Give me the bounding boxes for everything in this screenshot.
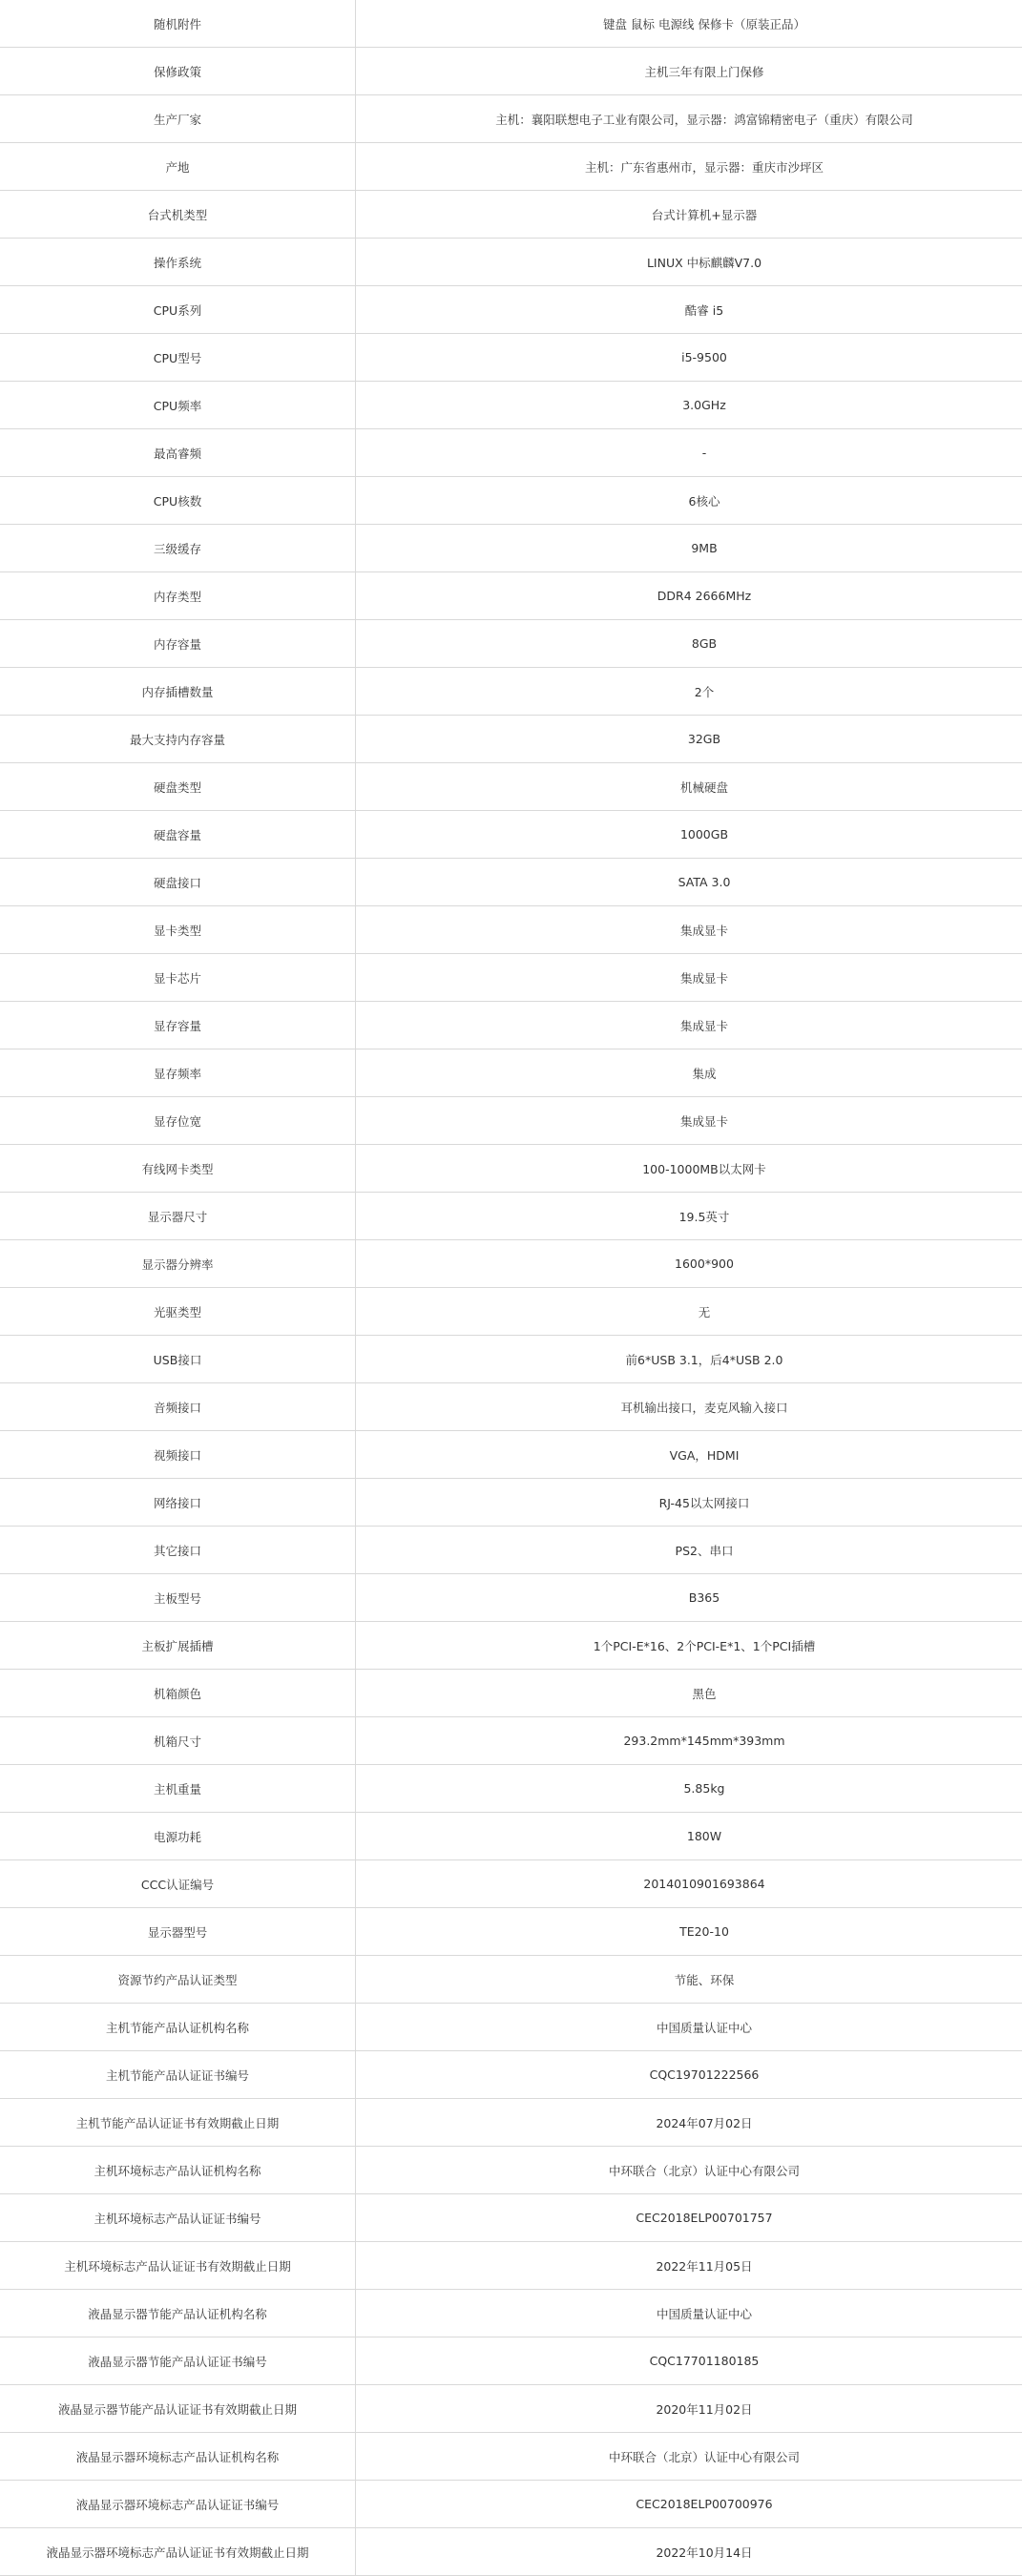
spec-label: 产地	[0, 143, 356, 191]
spec-row	[0, 0, 1022, 48]
spec-label: 其它接口	[0, 1527, 356, 1574]
spec-row	[0, 1097, 1022, 1145]
spec-value: CQC19701222566	[356, 2051, 1022, 2099]
spec-row	[0, 1622, 1022, 1670]
spec-row	[0, 2481, 1022, 2528]
spec-value: -	[356, 429, 1022, 477]
spec-row	[0, 1670, 1022, 1717]
spec-value: 2024年07月02日	[356, 2099, 1022, 2147]
spec-row	[0, 382, 1022, 429]
spec-value: 前6*USB 3.1，后4*USB 2.0	[356, 1336, 1022, 1383]
spec-label: 液晶显示器环境标志产品认证证书编号	[0, 2481, 356, 2528]
spec-label: 音频接口	[0, 1383, 356, 1431]
spec-row	[0, 859, 1022, 906]
spec-row	[0, 1860, 1022, 1908]
spec-row	[0, 2004, 1022, 2051]
spec-value: CEC2018ELP00700976	[356, 2481, 1022, 2528]
spec-row	[0, 525, 1022, 572]
spec-row	[0, 763, 1022, 811]
spec-row	[0, 2528, 1022, 2576]
spec-value: 293.2mm*145mm*393mm	[356, 1717, 1022, 1765]
spec-row	[0, 954, 1022, 1002]
spec-row	[0, 668, 1022, 716]
spec-label: 显存频率	[0, 1049, 356, 1097]
spec-label: 台式机类型	[0, 191, 356, 239]
spec-value: CQC17701180185	[356, 2337, 1022, 2385]
spec-value: 集成显卡	[356, 906, 1022, 954]
spec-label: USB接口	[0, 1336, 356, 1383]
spec-row	[0, 1574, 1022, 1622]
spec-value: 100-1000MB以太网卡	[356, 1145, 1022, 1193]
spec-value: TE20-10	[356, 1908, 1022, 1956]
spec-value: LINUX 中标麒麟V7.0	[356, 239, 1022, 286]
spec-value: 集成显卡	[356, 1097, 1022, 1145]
spec-value: 台式计算机+显示器	[356, 191, 1022, 239]
spec-label: 主机环境标志产品认证证书编号	[0, 2194, 356, 2242]
spec-label: 视频接口	[0, 1431, 356, 1479]
spec-label: 三级缓存	[0, 525, 356, 572]
spec-value: 集成显卡	[356, 1002, 1022, 1049]
spec-label: 网络接口	[0, 1479, 356, 1527]
spec-row	[0, 1336, 1022, 1383]
spec-label: 保修政策	[0, 48, 356, 95]
spec-value: 2022年10月14日	[356, 2528, 1022, 2576]
spec-value: 中国质量认证中心	[356, 2290, 1022, 2337]
spec-label: 主机重量	[0, 1765, 356, 1813]
spec-row	[0, 1479, 1022, 1527]
spec-row	[0, 191, 1022, 239]
spec-label: CPU频率	[0, 382, 356, 429]
spec-row	[0, 2099, 1022, 2147]
spec-label: 显存位宽	[0, 1097, 356, 1145]
spec-label: 生产厂家	[0, 95, 356, 143]
spec-row	[0, 95, 1022, 143]
spec-row	[0, 2194, 1022, 2242]
spec-row	[0, 429, 1022, 477]
spec-row	[0, 1431, 1022, 1479]
spec-label: 显卡芯片	[0, 954, 356, 1002]
spec-label: CPU型号	[0, 334, 356, 382]
spec-value: 19.5英寸	[356, 1193, 1022, 1240]
spec-value: PS2、串口	[356, 1527, 1022, 1574]
spec-value: 节能、环保	[356, 1956, 1022, 2004]
spec-row	[0, 811, 1022, 859]
spec-label: 主机环境标志产品认证机构名称	[0, 2147, 356, 2194]
spec-value: 3.0GHz	[356, 382, 1022, 429]
spec-label: CCC认证编号	[0, 1860, 356, 1908]
spec-label: 有线网卡类型	[0, 1145, 356, 1193]
spec-value: 2个	[356, 668, 1022, 716]
spec-label: 最高睿频	[0, 429, 356, 477]
spec-value: CEC2018ELP00701757	[356, 2194, 1022, 2242]
spec-label: 最大支持内存容量	[0, 716, 356, 763]
spec-value: 2014010901693864	[356, 1860, 1022, 1908]
spec-row	[0, 620, 1022, 668]
spec-value: 中国质量认证中心	[356, 2004, 1022, 2051]
spec-value: B365	[356, 1574, 1022, 1622]
spec-label: CPU核数	[0, 477, 356, 525]
spec-value: 6核心	[356, 477, 1022, 525]
spec-row	[0, 334, 1022, 382]
spec-value: 集成显卡	[356, 954, 1022, 1002]
spec-row	[0, 143, 1022, 191]
spec-label: 电源功耗	[0, 1813, 356, 1860]
spec-value: 1个PCI-E*16、2个PCI-E*1、1个PCI插槽	[356, 1622, 1022, 1670]
spec-row	[0, 1813, 1022, 1860]
spec-row	[0, 1765, 1022, 1813]
spec-label: 液晶显示器环境标志产品认证证书有效期截止日期	[0, 2528, 356, 2576]
spec-label: 主机环境标志产品认证证书有效期截止日期	[0, 2242, 356, 2290]
spec-value: 1000GB	[356, 811, 1022, 859]
spec-value: 5.85kg	[356, 1765, 1022, 1813]
spec-label: 显示器尺寸	[0, 1193, 356, 1240]
spec-row	[0, 1908, 1022, 1956]
spec-value: 2020年11月02日	[356, 2385, 1022, 2433]
spec-row	[0, 1288, 1022, 1336]
spec-value: 中环联合（北京）认证中心有限公司	[356, 2147, 1022, 2194]
spec-value: VGA，HDMI	[356, 1431, 1022, 1479]
spec-label: 内存容量	[0, 620, 356, 668]
spec-value: DDR4 2666MHz	[356, 572, 1022, 620]
spec-row	[0, 2242, 1022, 2290]
spec-row	[0, 2337, 1022, 2385]
spec-value: SATA 3.0	[356, 859, 1022, 906]
spec-row	[0, 2290, 1022, 2337]
spec-value: 主机：广东省惠州市，显示器：重庆市沙坪区	[356, 143, 1022, 191]
spec-value: RJ-45以太网接口	[356, 1479, 1022, 1527]
spec-label: 光驱类型	[0, 1288, 356, 1336]
spec-value: 1600*900	[356, 1240, 1022, 1288]
spec-label: 操作系统	[0, 239, 356, 286]
spec-label: 显卡类型	[0, 906, 356, 954]
spec-label: 主板扩展插槽	[0, 1622, 356, 1670]
spec-row	[0, 1527, 1022, 1574]
spec-value: 酷睿 i5	[356, 286, 1022, 334]
spec-label: 硬盘类型	[0, 763, 356, 811]
spec-label: 资源节约产品认证类型	[0, 1956, 356, 2004]
spec-label: CPU系列	[0, 286, 356, 334]
spec-value: 耳机输出接口，麦克风输入接口	[356, 1383, 1022, 1431]
spec-value: 无	[356, 1288, 1022, 1336]
spec-row	[0, 1717, 1022, 1765]
spec-row	[0, 239, 1022, 286]
spec-label: 硬盘容量	[0, 811, 356, 859]
spec-value: 2022年11月05日	[356, 2242, 1022, 2290]
spec-row	[0, 572, 1022, 620]
spec-label: 显存容量	[0, 1002, 356, 1049]
spec-row	[0, 2147, 1022, 2194]
spec-row	[0, 1193, 1022, 1240]
spec-label: 液晶显示器节能产品认证机构名称	[0, 2290, 356, 2337]
spec-label: 主机节能产品认证证书有效期截止日期	[0, 2099, 356, 2147]
spec-label: 机箱颜色	[0, 1670, 356, 1717]
spec-value: 黑色	[356, 1670, 1022, 1717]
spec-value: 8GB	[356, 620, 1022, 668]
spec-row	[0, 1240, 1022, 1288]
spec-row	[0, 1049, 1022, 1097]
spec-row	[0, 2433, 1022, 2481]
spec-label: 内存类型	[0, 572, 356, 620]
spec-row	[0, 1002, 1022, 1049]
spec-row	[0, 2051, 1022, 2099]
spec-row	[0, 716, 1022, 763]
spec-value: 主机：襄阳联想电子工业有限公司，显示器：鸿富锦精密电子（重庆）有限公司	[356, 95, 1022, 143]
spec-label: 显示器型号	[0, 1908, 356, 1956]
spec-value: 集成	[356, 1049, 1022, 1097]
spec-label: 随机附件	[0, 0, 356, 48]
spec-label: 硬盘接口	[0, 859, 356, 906]
spec-value: i5-9500	[356, 334, 1022, 382]
spec-label: 显示器分辨率	[0, 1240, 356, 1288]
spec-row	[0, 2385, 1022, 2433]
spec-row	[0, 906, 1022, 954]
spec-value: 180W	[356, 1813, 1022, 1860]
spec-value: 32GB	[356, 716, 1022, 763]
spec-value: 机械硬盘	[356, 763, 1022, 811]
spec-label: 内存插槽数量	[0, 668, 356, 716]
spec-value: 主机三年有限上门保修	[356, 48, 1022, 95]
spec-label: 主机节能产品认证证书编号	[0, 2051, 356, 2099]
spec-row	[0, 477, 1022, 525]
spec-row	[0, 48, 1022, 95]
spec-label: 机箱尺寸	[0, 1717, 356, 1765]
spec-row	[0, 1383, 1022, 1431]
spec-label: 液晶显示器节能产品认证证书编号	[0, 2337, 356, 2385]
spec-row	[0, 1145, 1022, 1193]
spec-value: 9MB	[356, 525, 1022, 572]
spec-row	[0, 286, 1022, 334]
spec-label: 主板型号	[0, 1574, 356, 1622]
spec-label: 液晶显示器节能产品认证证书有效期截止日期	[0, 2385, 356, 2433]
spec-value: 中环联合（北京）认证中心有限公司	[356, 2433, 1022, 2481]
spec-value: 键盘 鼠标 电源线 保修卡（原装正品）	[356, 0, 1022, 48]
spec-label: 主机节能产品认证机构名称	[0, 2004, 356, 2051]
spec-label: 液晶显示器环境标志产品认证机构名称	[0, 2433, 356, 2481]
spec-row	[0, 1956, 1022, 2004]
